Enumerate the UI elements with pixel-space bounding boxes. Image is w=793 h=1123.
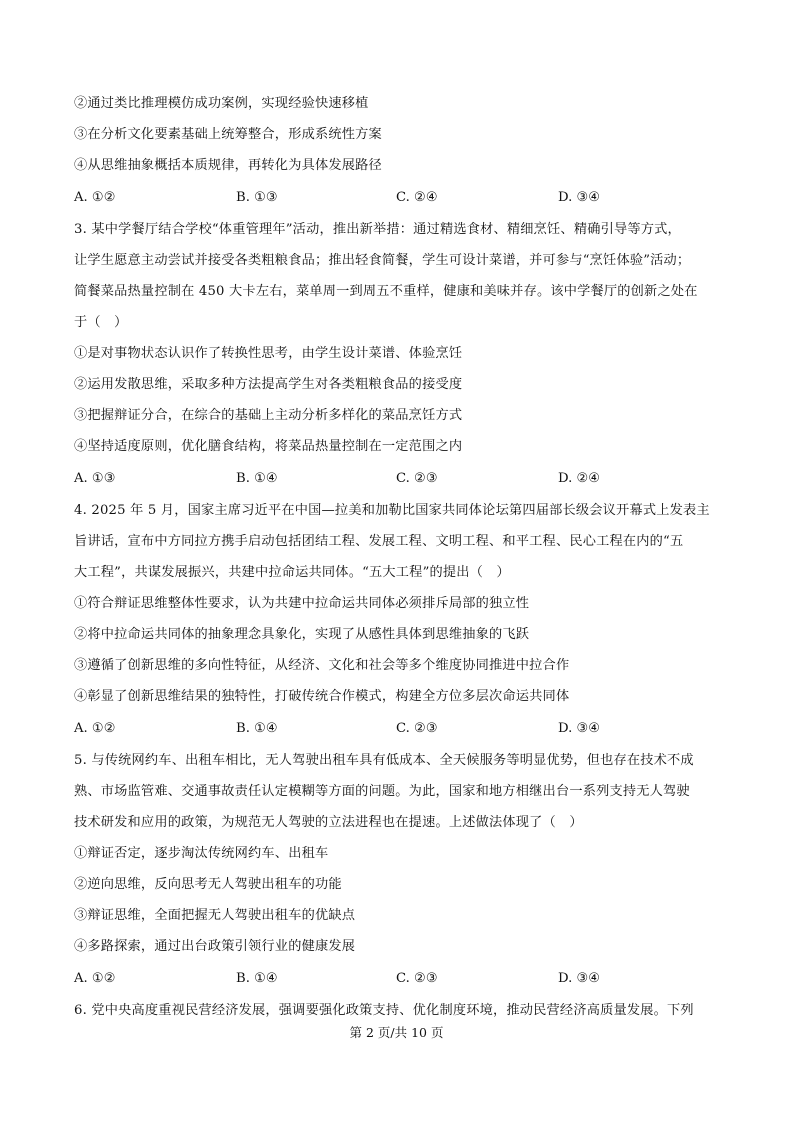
q3-choice-1: ①是对事物状态认识作了转换性思考，由学生设计菜谱、体验烹饪: [74, 346, 463, 361]
q4-stem-line-3: 大工程”，共谋发展振兴，共建中拉命运共同体。“五大工程”的提出（ ）: [74, 565, 510, 580]
q5-choice-3: ③辩证思维，全面把握无人驾驶出租车的优缺点: [74, 908, 356, 923]
q3-option-c[interactable]: C. ②③: [396, 471, 438, 486]
q4-stem-line-2: 旨讲话，宣布中方同拉方携手启动包括团结工程、发展工程、文明工程、和平工程、民心工程在内的“五: [74, 534, 684, 549]
q5-choice-2: ②逆向思维，反向思考无人驾驶出租车的功能: [74, 877, 342, 892]
q4-stem-line-1: 4. 2025 年 5 月，国家主席习近平在中国—拉美和加勒比国家共同体论坛第四届部长级会议开幕式上发表主: [74, 503, 710, 518]
page-number-footer: 第 2 页/共 10 页: [349, 1025, 444, 1040]
q3-options: [74, 469, 734, 489]
q3-choice-2: ②运用发散思维，采取多种方法提高学生对各类粗粮食品的接受度: [74, 377, 463, 392]
q5-option-d[interactable]: D. ③④: [558, 971, 601, 986]
q2-option-a[interactable]: A. ①②: [74, 190, 116, 205]
q4-choice-4: ④彰显了创新思维结果的独特性，打破传统合作模式，构建全方位多层次命运共同体: [74, 689, 570, 704]
q5-choice-1: ①辩证否定，逐步淘汰传统网约车、出租车: [74, 846, 329, 861]
q2-choice-2: ②通过类比推理模仿成功案例，实现经验快速移植: [74, 96, 369, 111]
q5-option-a[interactable]: A. ①②: [74, 971, 116, 986]
q2-choice-4: ④从思维抽象概括本质规律，再转化为具体发展路径: [74, 158, 382, 173]
q4-choice-1: ①符合辩证思维整体性要求，认为共建中拉命运共同体必须排斥局部的独立性: [74, 596, 530, 611]
q4-option-b[interactable]: B. ①④: [236, 721, 278, 736]
q2-choice-3: ③在分析文化要素基础上统筹整合，形成系统性方案: [74, 127, 382, 142]
q2-option-c[interactable]: C. ②④: [396, 190, 438, 205]
q5-stem-line-2: 熟、市场监管难、交通事故责任认定模糊等方面的问题。为此，国家和地方相继出台一系列支持无人驾驶: [74, 784, 690, 799]
q6-stem-line-1: 6. 党中央高度重视民营经济发展，强调要强化政策支持、优化制度环境，推动民营经济高质量发展。下列: [74, 1003, 694, 1018]
q4-option-d[interactable]: D. ③④: [558, 721, 601, 736]
q5-options: [74, 969, 734, 989]
q3-choice-3: ③把握辩证分合，在综合的基础上主动分析多样化的菜品烹饪方式: [74, 408, 463, 423]
q3-stem-line-3: 简餐菜品热量控制在 450 大卡左右，菜单周一到周五不重样，健康和美味并存。该中学餐厅的创新之处在: [74, 284, 698, 299]
q4-choice-2: ②将中拉命运共同体的抽象理念具象化，实现了从感性具体到思维抽象的飞跃: [74, 627, 530, 642]
q3-option-a[interactable]: A. ①③: [74, 471, 116, 486]
q2-option-b[interactable]: B. ①③: [236, 190, 278, 205]
q4-choice-3: ③遵循了创新思维的多向性特征，从经济、文化和社会等多个维度协同推进中拉合作: [74, 658, 570, 673]
q5-option-b[interactable]: B. ①④: [236, 971, 278, 986]
q3-option-b[interactable]: B. ①④: [236, 471, 278, 486]
q4-options: [74, 719, 734, 739]
q3-choice-4: ④坚持适度原则，优化膳食结构，将菜品热量控制在一定范围之内: [74, 439, 463, 454]
q5-option-c[interactable]: C. ②③: [396, 971, 438, 986]
q5-choice-4: ④多路探索，通过出台政策引领行业的健康发展: [74, 939, 356, 954]
q3-stem-line-1: 3. 某中学餐厅结合学校“体重管理年”活动，推出新举措：通过精选食材、精细烹饪、精确引导等方式，: [74, 222, 681, 237]
q4-option-a[interactable]: A. ①②: [74, 721, 116, 736]
q5-stem-line-3: 技术研发和应用的政策，为规范无人驾驶的立法进程也在提速。上述做法体现了（ ）: [74, 815, 583, 830]
q3-stem-line-4: 于（ ）: [74, 315, 128, 330]
q4-option-c[interactable]: C. ②③: [396, 721, 438, 736]
q2-options: [74, 188, 734, 208]
q3-stem-line-2: 让学生愿意主动尝试并接受各类粗粮食品；推出轻食简餐，学生可设计菜谱，并可参与“烹饪体验”活动；: [74, 253, 691, 268]
q2-option-d[interactable]: D. ③④: [558, 190, 601, 205]
q3-option-d[interactable]: D. ②④: [558, 471, 601, 486]
q5-stem-line-1: 5. 与传统网约车、出租车相比，无人驾驶出租车具有低成本、全天候服务等明显优势，但也存在技术不成: [74, 753, 694, 768]
